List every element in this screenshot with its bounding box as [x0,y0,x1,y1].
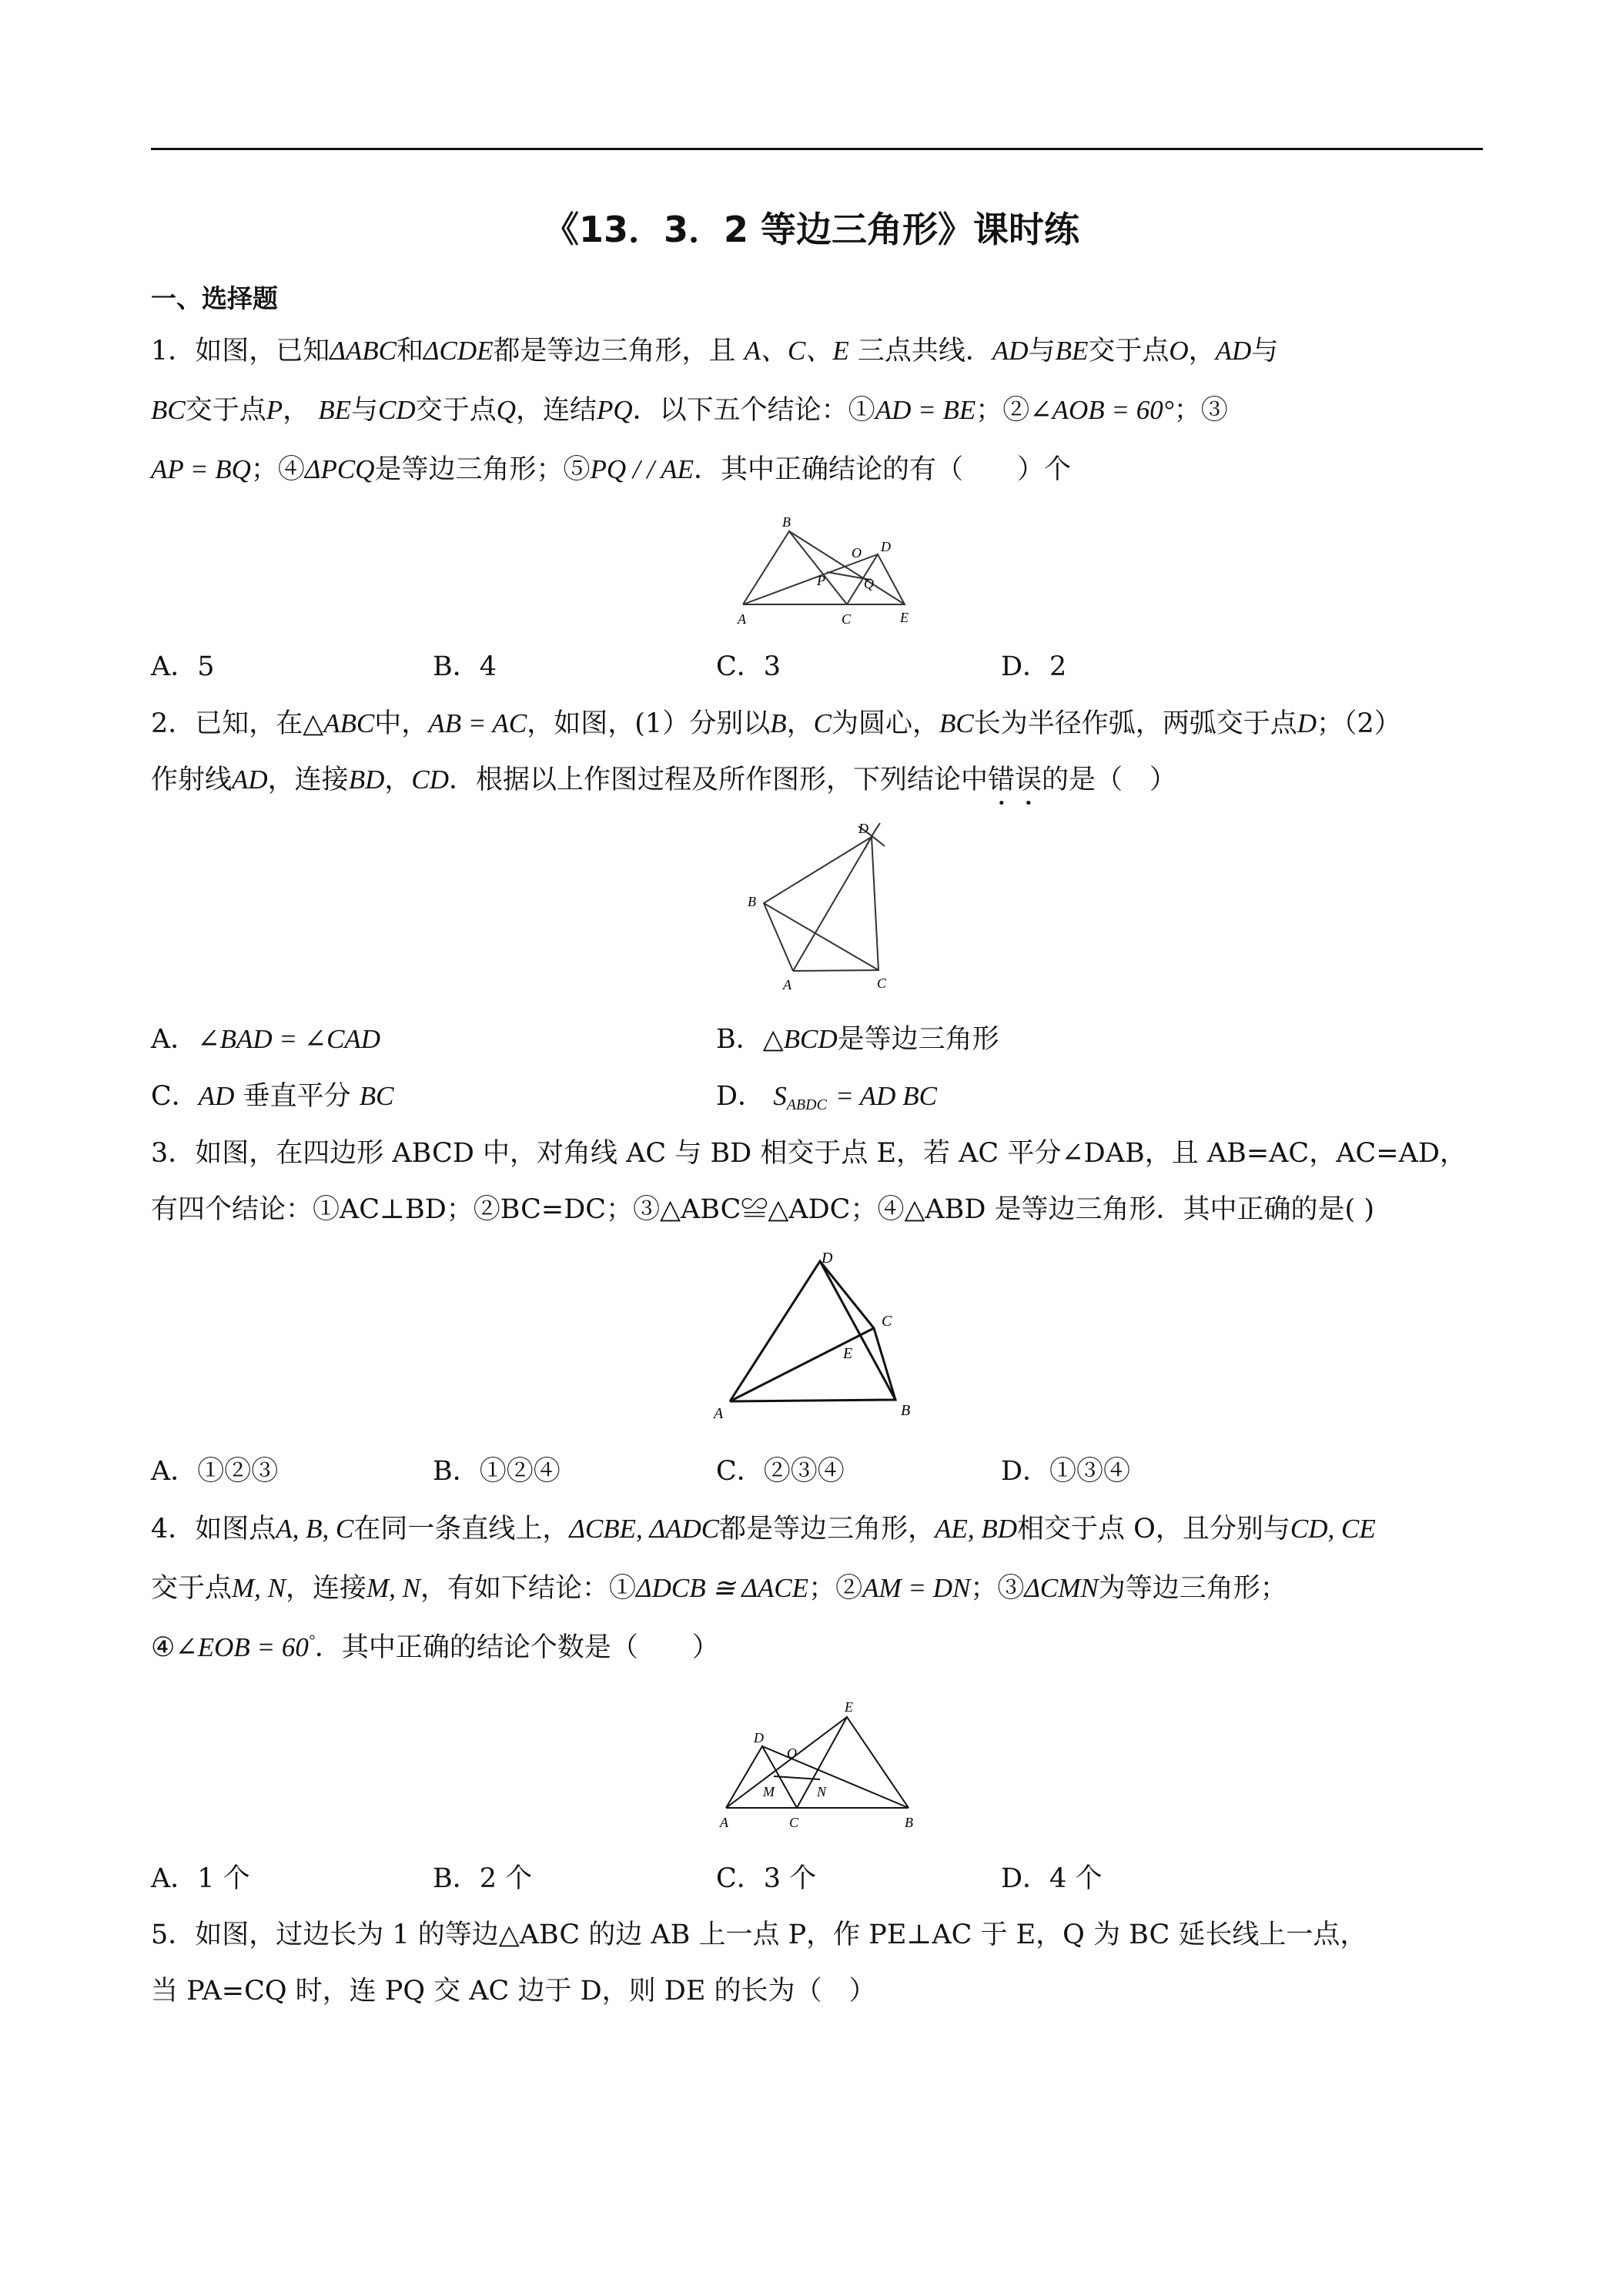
q4-text: 为等边三角形； [1098,1573,1287,1604]
q4-text: ；③ [970,1573,1025,1604]
q1-text: ；③ [1173,395,1228,426]
q3-label-d: D [822,1250,833,1267]
q1-text: ，连结 [516,395,597,426]
q4-line-2 [151,1567,1287,1605]
q1-figure [731,508,924,631]
q4-math: ΔCMN [1024,1573,1099,1603]
q4-option-c[interactable]: C．3 个 [716,1863,817,1894]
q3-line-1: 3．如图，在四边形 ABCD 中，对角线 AC 与 BD 相交于点 E，若 AC 平分∠DAB，且 AB=AC，AC=AD， [151,1138,1467,1169]
q2-option-b-text: 是等边三角形 [837,1024,999,1055]
q1-label-o: O [852,545,862,561]
q2-text: 的是（ ） [1042,765,1177,795]
q2-text: 为圆心， [831,708,939,739]
header-rule [151,148,1483,150]
section-heading: 一、选择题 [151,283,278,313]
q2-math: D [1297,708,1317,738]
q2-text: ；（2） [1317,708,1401,739]
q1-text: 交于点 [185,395,266,426]
q1-option-c[interactable]: C．3 [716,651,781,682]
q2-text: 作射线 [151,765,233,795]
q3-label-b: B [901,1402,911,1419]
q3-option-d[interactable]: D．①③④ [1001,1456,1131,1487]
q4-label-c: C [789,1815,799,1830]
q3-label-c: C [882,1313,892,1330]
q1-text: 与 [1251,336,1279,366]
q4-math: M, N [366,1573,421,1603]
q1-math: AD [1215,336,1252,366]
q1-label-e: E [900,610,909,625]
q1-math: AP = BQ [151,454,251,484]
q1-option-b[interactable]: B．4 [433,651,497,682]
q1-math: CD [378,395,416,425]
q4-text: 在同一条直线上， [353,1514,570,1545]
q2-option-d[interactable] [716,1075,937,1114]
q1-math: BE [318,395,352,425]
q2-option-b-math: BCD [783,1024,838,1054]
q2-option-d-subscript: ABDC [786,1096,827,1113]
q1-math: AD = BE [875,395,976,425]
q2-math: BC [939,708,974,738]
q4-label-n: N [817,1784,827,1799]
q1-label-a: A [738,611,746,627]
q2-option-c-math: AD [198,1081,235,1111]
q1-text: ， [1188,336,1216,366]
q2-option-c[interactable] [151,1075,393,1113]
q1-text: ， [283,395,310,426]
q1-math: O [1169,336,1189,366]
q1-math: PQ [597,395,633,425]
q2-option-a-label: A． [151,1024,198,1055]
q1-text: 交于点 [1088,336,1170,366]
q2-math: CD [411,765,449,795]
q1-option-d[interactable]: D．2 [1001,651,1067,682]
q1-math: ΔPCQ [304,454,375,484]
q2-emphasis-text: 错误 [988,765,1042,795]
q2-text: 中， [374,708,429,739]
q3-label-a: A [714,1405,724,1422]
q2-math: ABC [323,708,375,738]
q5-line-2: 当 PA=CQ 时，连 PQ 交 AC 边于 D，则 DE 的长为（ ） [151,1976,876,2006]
q1-text: 是等边三角形；⑤ [374,454,591,485]
page-title: 《13．3．2 等边三角形》课时练 [543,209,1080,250]
q2-math: C [813,708,832,738]
q1-text: 交于点 [415,395,497,426]
q2-math: AB = AC [428,708,527,738]
q4-figure [712,1690,924,1836]
q4-text: ④ [151,1632,176,1663]
q4-math: A, B, C [276,1514,354,1544]
q4-line-3 [151,1626,719,1665]
q1-text: 与 [1028,336,1056,366]
q1-label-b: B [782,514,791,530]
q1-line-3 [151,448,1071,487]
q1-text: ；② [975,395,1030,426]
q4-option-a[interactable]: A．1 个 [151,1863,250,1894]
q4-math: AM = DN [862,1573,971,1603]
q4-text: ，有如下结论：① [420,1573,637,1604]
q4-math: M, N [232,1573,286,1603]
q2-label-d: D [858,821,868,836]
q2-option-c-text: 垂直平分 [243,1081,351,1112]
q1-text: 三点共线． [857,336,992,366]
q1-math: PQ / / AE [590,454,694,484]
q3-option-c[interactable]: C．②③④ [716,1456,845,1487]
q2-label-b: B [748,894,756,909]
q2-math: AD [232,765,268,795]
q1-label-d: D [881,539,891,554]
q1-math: BE [1055,336,1089,366]
q1-label-c: C [842,611,852,627]
q4-math: ∠EOB = 60 [175,1632,309,1662]
q1-math: A、C、E [744,336,849,366]
q4-line-1 [151,1508,1376,1546]
q1-math: ΔABC [330,336,397,366]
q1-math: P [266,395,283,425]
q2-option-a-math: ∠BAD = ∠CAD [197,1024,381,1054]
q1-text: ；④ [250,454,305,485]
q2-text: 2．已知，在△ [151,708,324,739]
q2-figure [735,812,901,993]
q2-option-a[interactable] [151,1018,380,1056]
q4-label-m: M [763,1784,775,1799]
q4-label-a: A [720,1815,728,1830]
q2-option-b-label: B．△ [716,1024,784,1055]
q2-option-d-math: S [773,1081,787,1111]
q1-text: 和 [396,336,423,366]
q1-text: ．以下五个结论：① [632,395,875,426]
q4-text: ．其中正确的结论个数是（ ） [314,1632,719,1663]
q1-text: 与 [351,395,379,426]
q2-text: ，连接 [267,765,349,795]
q2-option-c-label: C． [151,1081,199,1112]
q4-text: 交于点 [151,1573,233,1604]
q2-text: ， [384,765,412,795]
q1-line-2 [151,389,1228,427]
q4-text: 都是等边三角形， [719,1514,935,1545]
q4-math: CD, CE [1290,1514,1376,1544]
q1-math: Q [496,395,516,425]
q1-math: ∠AOB = 60° [1029,395,1174,425]
q1-label-q: Q [864,576,874,591]
q1-text: 都是等边三角形，且 [493,336,736,366]
q5-line-1: 5．如图，过边长为 1 的等边△ABC 的边 AB 上一点 P，作 PE⊥AC 于 E，Q 为 BC 延长线上一点， [151,1919,1367,1950]
q1-math: BC [151,395,186,425]
q2-line-1 [151,702,1401,741]
q4-text: ，连接 [286,1573,367,1604]
q4-option-d[interactable]: D．4 个 [1001,1863,1103,1894]
q2-label-c: C [877,976,887,991]
q3-figure [704,1247,920,1424]
q2-text: ， [786,708,814,739]
q4-text: 4．如图点 [151,1514,276,1545]
q2-option-d-math2: = AD BC [835,1081,937,1111]
q3-line-2: 有四个结论：①AC⊥BD；②BC=DC；③△ABC≌△ADC；④△ABD 是等边三角形．其中正确的是( ) [151,1194,1374,1225]
q4-label-d: D [754,1730,764,1745]
q4-label-e: E [845,1699,853,1715]
q4-text: ；② [808,1573,863,1604]
q4-label-b: B [905,1815,913,1830]
q1-text: 1．如图，已知 [151,336,330,366]
q2-label-a: A [783,977,791,992]
q3-option-a[interactable]: A．①②③ [151,1456,279,1487]
q2-math: BD [348,765,385,795]
q2-text: ，如图，(1）分别以 [527,708,771,739]
q1-line-1 [151,330,1278,368]
q4-math: AE, BD [935,1514,1018,1544]
q4-degree: ° [308,1632,315,1649]
q2-option-b[interactable] [716,1018,999,1056]
q1-math: ΔCDE [423,336,494,366]
q4-option-b[interactable]: B．2 个 [433,1863,533,1894]
q3-option-b[interactable]: B．①②④ [433,1456,561,1487]
q2-line-2 [151,758,1176,812]
q2-math: B [770,708,787,738]
q2-text: 长为半径作弧，两弧交于点 [973,708,1297,739]
q2-option-d-label: D． [716,1081,765,1112]
q1-text: ．其中正确结论的有（ ）个 [693,454,1071,485]
q4-math: ΔCBE, ΔADC [569,1514,720,1544]
q2-option-c-math2: BC [359,1081,394,1111]
q1-option-a[interactable]: A．5 [151,651,215,682]
q3-label-e: E [843,1345,853,1362]
q4-text: 相交于点 O，且分别与 [1017,1514,1290,1545]
q4-math: ΔDCB ≅ ΔACE [636,1573,809,1603]
q1-label-p: P [817,573,825,588]
q1-math: AD [992,336,1029,366]
q4-label-o: O [787,1745,797,1761]
q2-text: ．根据以上作图过程及所作图形，下列结论中 [448,765,988,795]
